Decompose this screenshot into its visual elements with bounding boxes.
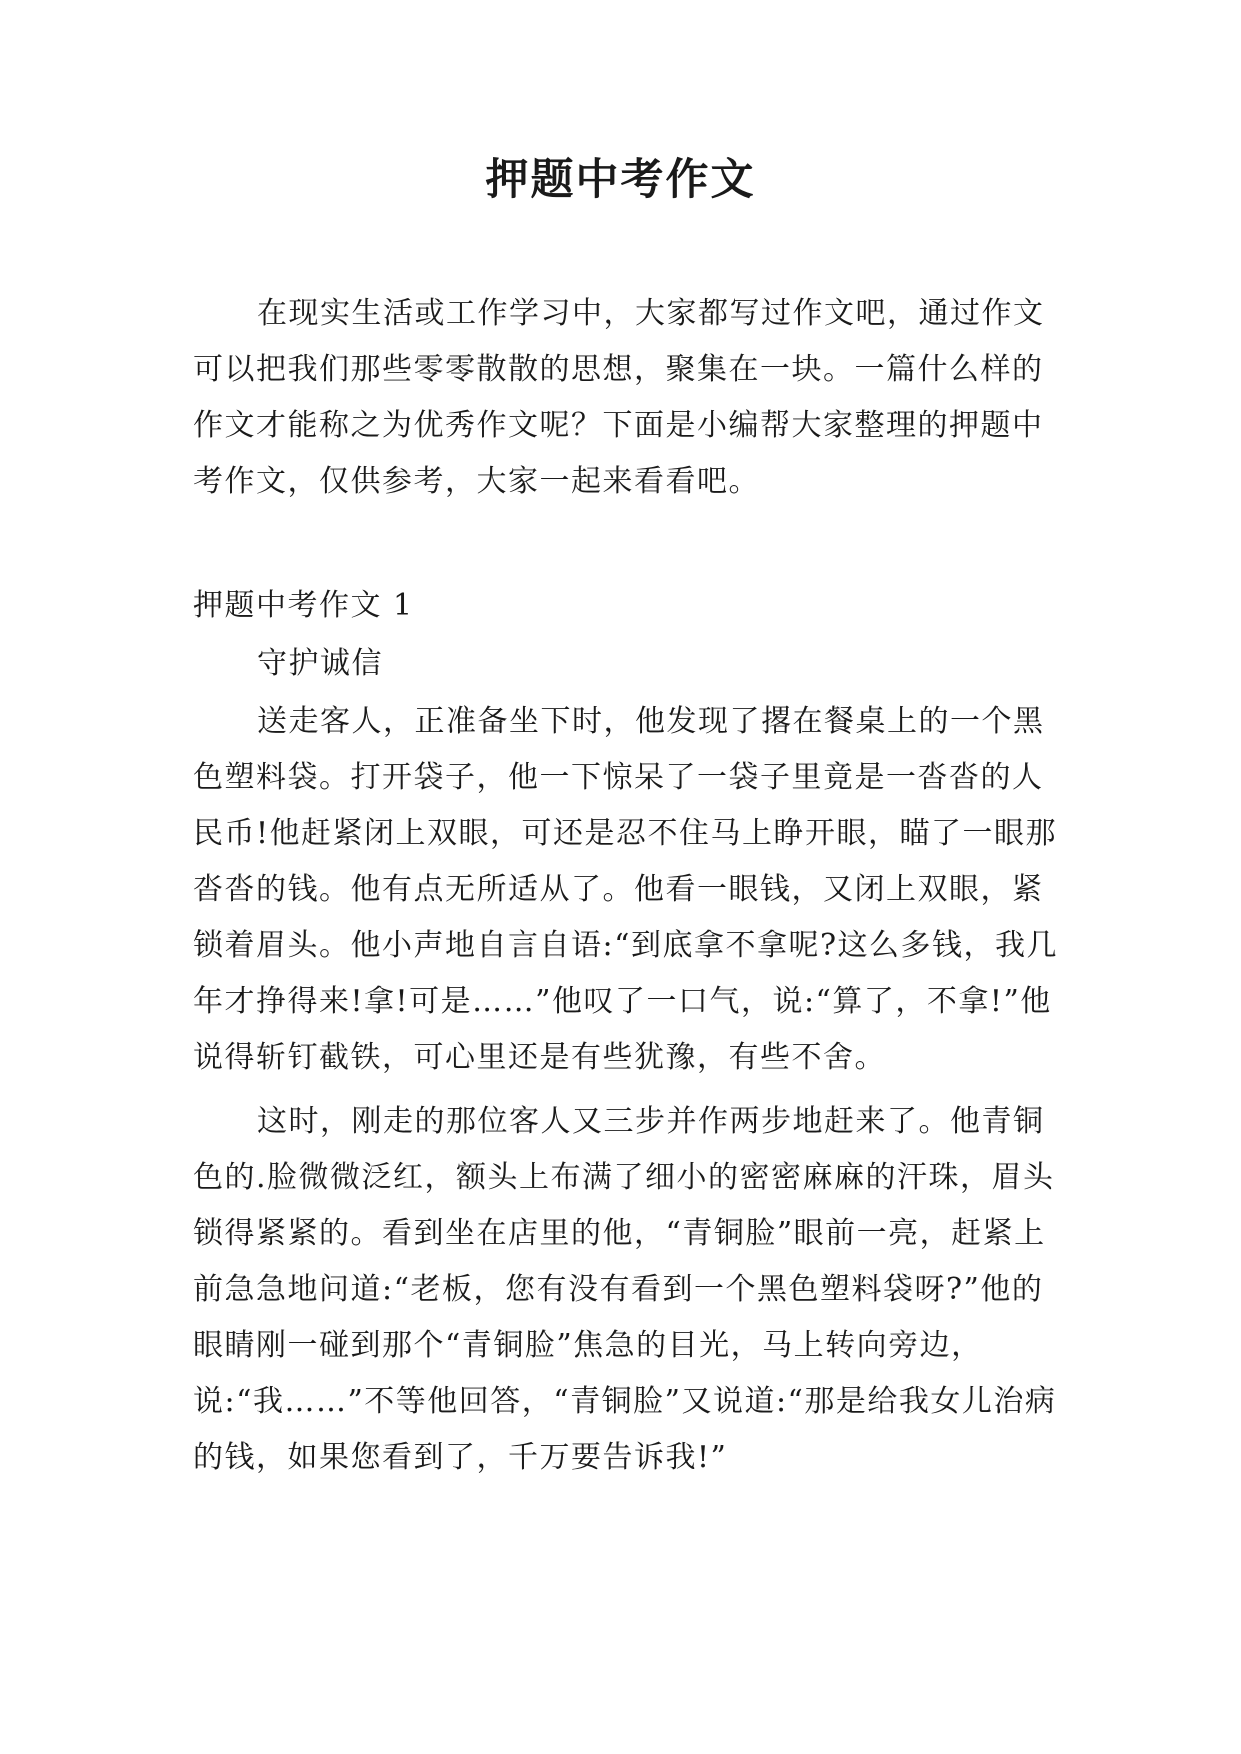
essay-heading: 押题中考作文 1 bbox=[193, 588, 414, 623]
intro-paragraph: 在现实生活或工作学习中，大家都写过作文吧，通过作文可以把我们那些零零散散的思想，聚集在一块。一篇什么样的作文才能称之为优秀作文呢？下面是小编帮大家整理的押题中考作文，仅供参考，大家一起来看看吧。 bbox=[193, 296, 1045, 499]
essay-body bbox=[193, 636, 1073, 1494]
essay-subtitle: 守护诚信 bbox=[257, 646, 383, 681]
document-title: 押题中考作文 bbox=[485, 155, 756, 205]
essay-paragraph: 送走客人，正准备坐下时，他发现了撂在餐桌上的一个黑色塑料袋。打开袋子，他一下惊呆了一袋子里竟是一沓沓的人民币!他赶紧闭上双眼，可还是忍不住马上睁开眼，瞄了一眼那沓沓的钱。他有点无所适从了。他看一眼钱，又闭上双眼，紧锁着眉头。他小声地自言自语:“到底拿不拿呢?这么多钱，我几年才挣得来!拿!可是……”他叹了一口气，说:“算了，不拿!”他说得斩钉截铁，可心里还是有些犹豫，有些不舍。 bbox=[193, 704, 1059, 1075]
essay-paragraph: 这时，刚走的那位客人又三步并作两步地赶来了。他青铜色的.脸微微泛红，额头上布满了细小的密密麻麻的汗珠，眉头锁得紧紧的。看到坐在店里的他，“青铜脸”眼前一亮，赶紧上前急急地问道:“老板，您有没有看到一个黑色塑料袋呀?”他的眼睛刚一碰到那个“青铜脸”焦急的目光，马上转向旁边，说:“我……”不等他回答，“青铜脸”又说道:“那是给我女儿治病的钱，如果您看到了，千万要告诉我!” bbox=[193, 1104, 1057, 1475]
